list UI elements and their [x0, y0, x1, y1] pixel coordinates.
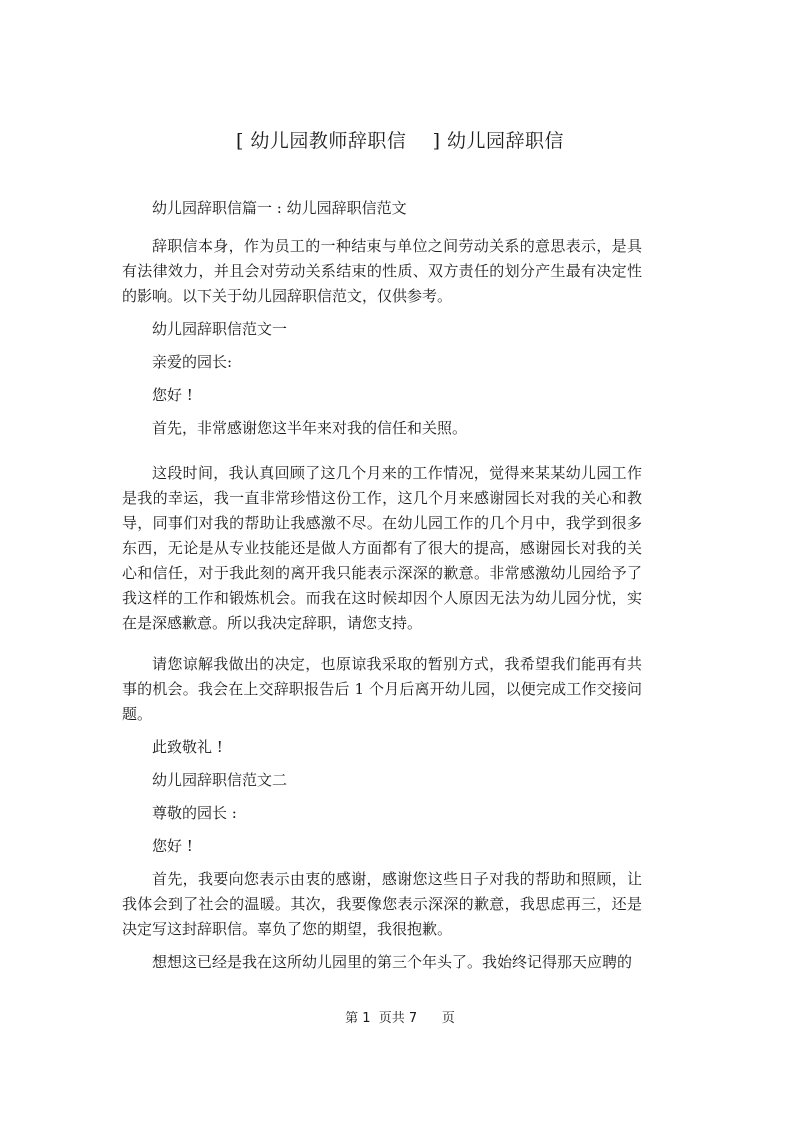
- document-title: [ 幼儿园教师辞职信 ] 幼儿园辞职信: [235, 130, 565, 152]
- paragraph-thanks: 首先，非常感谢您这半年来对我的信任和关照。: [152, 419, 468, 437]
- greeting: 您好 !: [152, 386, 193, 404]
- salutation: 亲爱的园长:: [152, 353, 233, 371]
- paragraph-understanding: 请您谅解我做出的决定，也原谅我采取的暂别方式，我希望我们能再有共事的机会。我会在上交辞职报告后 1 个月后离开幼儿园，以便完成工作交接问题。: [122, 655, 642, 723]
- page-footer: 第 1 页共 7 页: [345, 1011, 455, 1026]
- paragraph-memory: 想想这已经是我在这所幼儿园里的第三个年头了。我始终记得那天应聘的: [152, 953, 633, 971]
- sample-heading-one: 幼儿园辞职信范文一: [152, 320, 288, 338]
- paragraph-gratitude: 首先，我要向您表示由衷的感谢，感谢您这些日子对我的帮助和照顾，让我体会到了社会的温暖。其次，我要像您表示深深的歉意，我思虑再三，还是决定写这封辞职信。辜负了您的期望，我很抱歉。: [122, 870, 642, 938]
- paragraph-reflection: 这段时间，我认真回顾了这几个月来的工作情况，觉得来某某幼儿园工作是我的幸运，我一直非常珍惜这份工作，这几个月来感谢园长对我的关心和教导，同事们对我的帮助让我感激不尽。在幼儿园工作的几个月中，我学到很多东西，无论是从专业技能还是做人方面都有了很大的提高，感谢园长对我的关心和信任，对于我此刻的离开我只能表示深深的歉意。非常感激幼儿园给予了我这样的工作和锻炼机会。而我在这时候却因个人原因无法为幼儿园分忧，实在是深感歉意。所以我决定辞职，请您支持。: [122, 464, 642, 632]
- greeting-two: 您好 !: [152, 837, 193, 855]
- sample-heading-two: 幼儿园辞职信范文二: [152, 771, 288, 789]
- salutation-two: 尊敬的园长 :: [152, 804, 237, 822]
- closing: 此致敬礼 !: [152, 738, 223, 756]
- intro-paragraph: 辞职信本身，作为员工的一种结束与单位之间劳动关系的意思表示，是具有法律效力，并且会对劳动关系结束的性质、双方责任的划分产生最有决定性的影响。以下关于幼儿园辞职信范文，仅供参考。: [122, 237, 642, 305]
- document-body: [122, 196, 642, 975]
- section-heading: 幼儿园辞职信篇一 : 幼儿园辞职信范文: [152, 199, 407, 217]
